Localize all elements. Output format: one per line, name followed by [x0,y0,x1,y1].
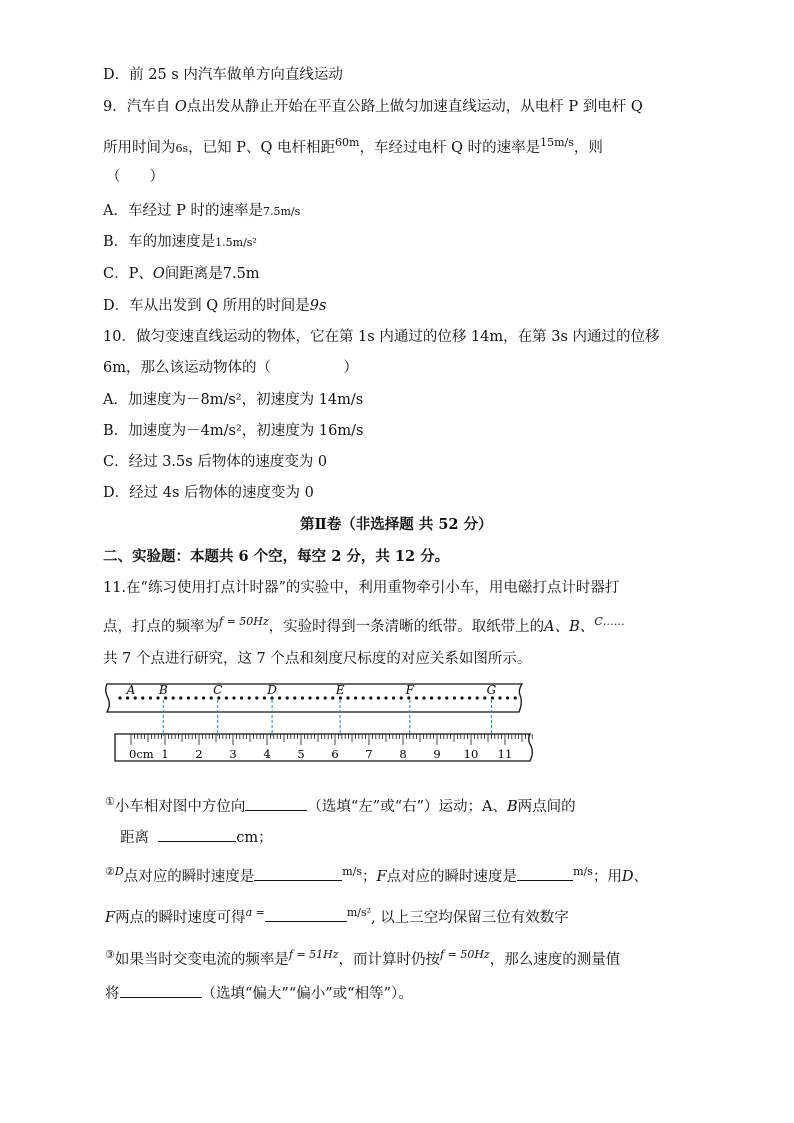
ruler-tick-labels [129,747,512,761]
tape-dot [346,696,349,699]
tape-dot [179,696,182,699]
tape-dot [194,696,197,699]
q11-blank-vd[interactable] [254,866,342,881]
tape-dot [324,696,327,699]
tape-dot [362,696,365,699]
tape-dot [415,696,418,699]
tape-dot [468,696,471,699]
tape-dot [445,696,448,699]
q11-sub1-line1: ①小车相对图中方位向 （选填“左”或“右”）运动；A、B两点间的 [105,795,576,815]
q10-option-a: A．加速度为－8m/s²，初速度为 14m/s [103,392,364,408]
tape-dot [331,696,334,699]
tape-dot [476,696,479,699]
tape-dot [377,696,380,699]
tape-dot [118,696,121,699]
tape-label-D: D [267,683,277,697]
tape-label-C: C [213,683,223,697]
ruler-label: 1 [161,747,169,761]
tape-dot [514,696,517,699]
tape-dot [438,696,441,699]
q11-blank-ab-distance[interactable] [158,827,236,842]
q11-blank-vf[interactable] [517,866,573,881]
section-part2-heading: 二、实验题：本题共 6 个空，每空 2 分，共 12 分。 [103,548,450,565]
tape-dot [422,696,425,699]
tape-dot [301,696,304,699]
ruler-label: 9 [433,747,441,761]
q9-option-c: C．P、O间距离是7.5m [103,266,260,282]
tape-dot [430,696,433,699]
tape-guide-lines [163,700,491,736]
paper-tape [106,684,522,712]
ruler-label: 10 [463,747,479,761]
tape-dot [225,696,228,699]
tape-dot [460,696,463,699]
tape-dot [172,696,175,699]
ruler-label: 2 [195,747,203,761]
ruler-label: 0cm [129,747,154,761]
tape-dot [286,696,289,699]
tape-dot [498,696,501,699]
ruler-label: 11 [497,747,513,761]
q10-stem-line2: 6m，那么该运动物体的（ ） [103,360,358,376]
q11-stem-line2: 点，打点的频率为$^{f = 50Hz}$，实验时得到一条清晰的纸带。取纸带上的A、B、$^{C\dots\dots}$ [103,615,625,635]
tape-dot [240,696,243,699]
q11-sub3-line2: 将 （选填“偏大”“偏小”或“相等”）。 [105,983,413,1004]
tape-dot [369,696,372,699]
tape-ruler-figure [100,680,540,772]
q11-sub1-line2: 距离 cm； [120,827,273,848]
q11-sub3-line1: ③如果当时交变电流的频率是$^{f = 51Hz}$，而计算时仍按$^{f = 50Hz}$，那么速度的测量值 [105,948,621,968]
tape-dot [255,696,258,699]
q9-answer-paren: （ ） [106,169,164,185]
tape-label-B: B [158,683,168,697]
ruler-label: 7 [365,747,373,761]
q9-stem-line2: 所用时间为6s，已知 P、Q 电杆相距$^{60m}$，车经过电杆 Q 时的速率是$^{15m/s}$，则 [103,136,603,156]
tape-point-labels [126,683,497,697]
ruler-ticks [131,734,532,745]
ruler-label: 6 [331,747,339,761]
tape-dot [308,696,311,699]
tape-dot [453,696,456,699]
q10-option-d: D．经过 4s 后物体的速度变为 0 [103,485,314,501]
q11-blank-measurement[interactable] [120,983,202,998]
tape-dot [248,696,251,699]
q10-stem-line1: 10．做匀变速直线运动的物体，它在第 1s 内通过的位移 14m，在第 3s 内通过的位移 [103,329,660,345]
tape-dot [506,696,509,699]
tape-label-E: E [335,683,345,697]
tape-dot [392,696,395,699]
q9-option-b: B．车的加速度是1.5m/s² [103,234,257,250]
q11-blank-acceleration[interactable] [265,907,347,922]
q11-stem-line1: 11.在“练习使用打点计时器”的实验中，利用重物牵引小车，用电磁打点计时器打 [103,580,620,596]
q9-option-a: A．车经过 P 时的速率是7.5m/s [103,203,301,219]
tape-dot [141,696,144,699]
tape-dot [149,696,152,699]
tape-label-A: A [126,683,136,697]
tape-dot [187,696,190,699]
q11-sub2-line2: F两点的瞬时速度可得$^{a =}$ $^{m/s^2}$, 以上三空均保留三位有效数字 [105,906,569,926]
q11-sub2-line1: $^{②D}$点对应的瞬时速度是 $^{m/s}$；F点对应的瞬时速度是 $^{m/s}$；用D、 [105,865,648,885]
q9-option-d: D．车从出发到 Q 所用的时间是9s [103,298,327,314]
ruler-label: 8 [399,747,407,761]
q10-option-b: B．加速度为－4m/s²，初速度为 16m/s [103,423,364,439]
q8-option-d: D．前 25 s 内汽车做单方向直线运动 [103,67,343,83]
tape-dot [263,696,266,699]
tape-dots [118,696,516,699]
q11-stem-line3: 共 7 个点进行研究，这 7 个点和刻度尺标度的对应关系如图所示。 [103,651,532,667]
q10-option-c: C．经过 3.5s 后物体的速度变为 0 [103,454,328,470]
tape-dot [316,696,319,699]
tape-dot [293,696,296,699]
tape-label-G: G [486,683,497,697]
q11-blank-direction[interactable] [245,796,307,811]
tape-label-F: F [405,683,414,697]
ruler-label: 3 [229,747,237,761]
ruler-label: 4 [263,747,271,761]
tape-dot [384,696,387,699]
tape-dot [400,696,403,699]
q9-stem-line1: 9．汽车自 O点出发从静止开始在平直公路上做匀加速直线运动，从电杆 P 到电杆 Q [103,99,643,115]
tape-dot [202,696,205,699]
tape-dot [278,696,281,699]
tape-dot [354,696,357,699]
section-title: 第Ⅱ卷（非选择题 共 52 分） [300,516,493,533]
tape-dot [232,696,235,699]
ruler-label: 5 [297,747,305,761]
